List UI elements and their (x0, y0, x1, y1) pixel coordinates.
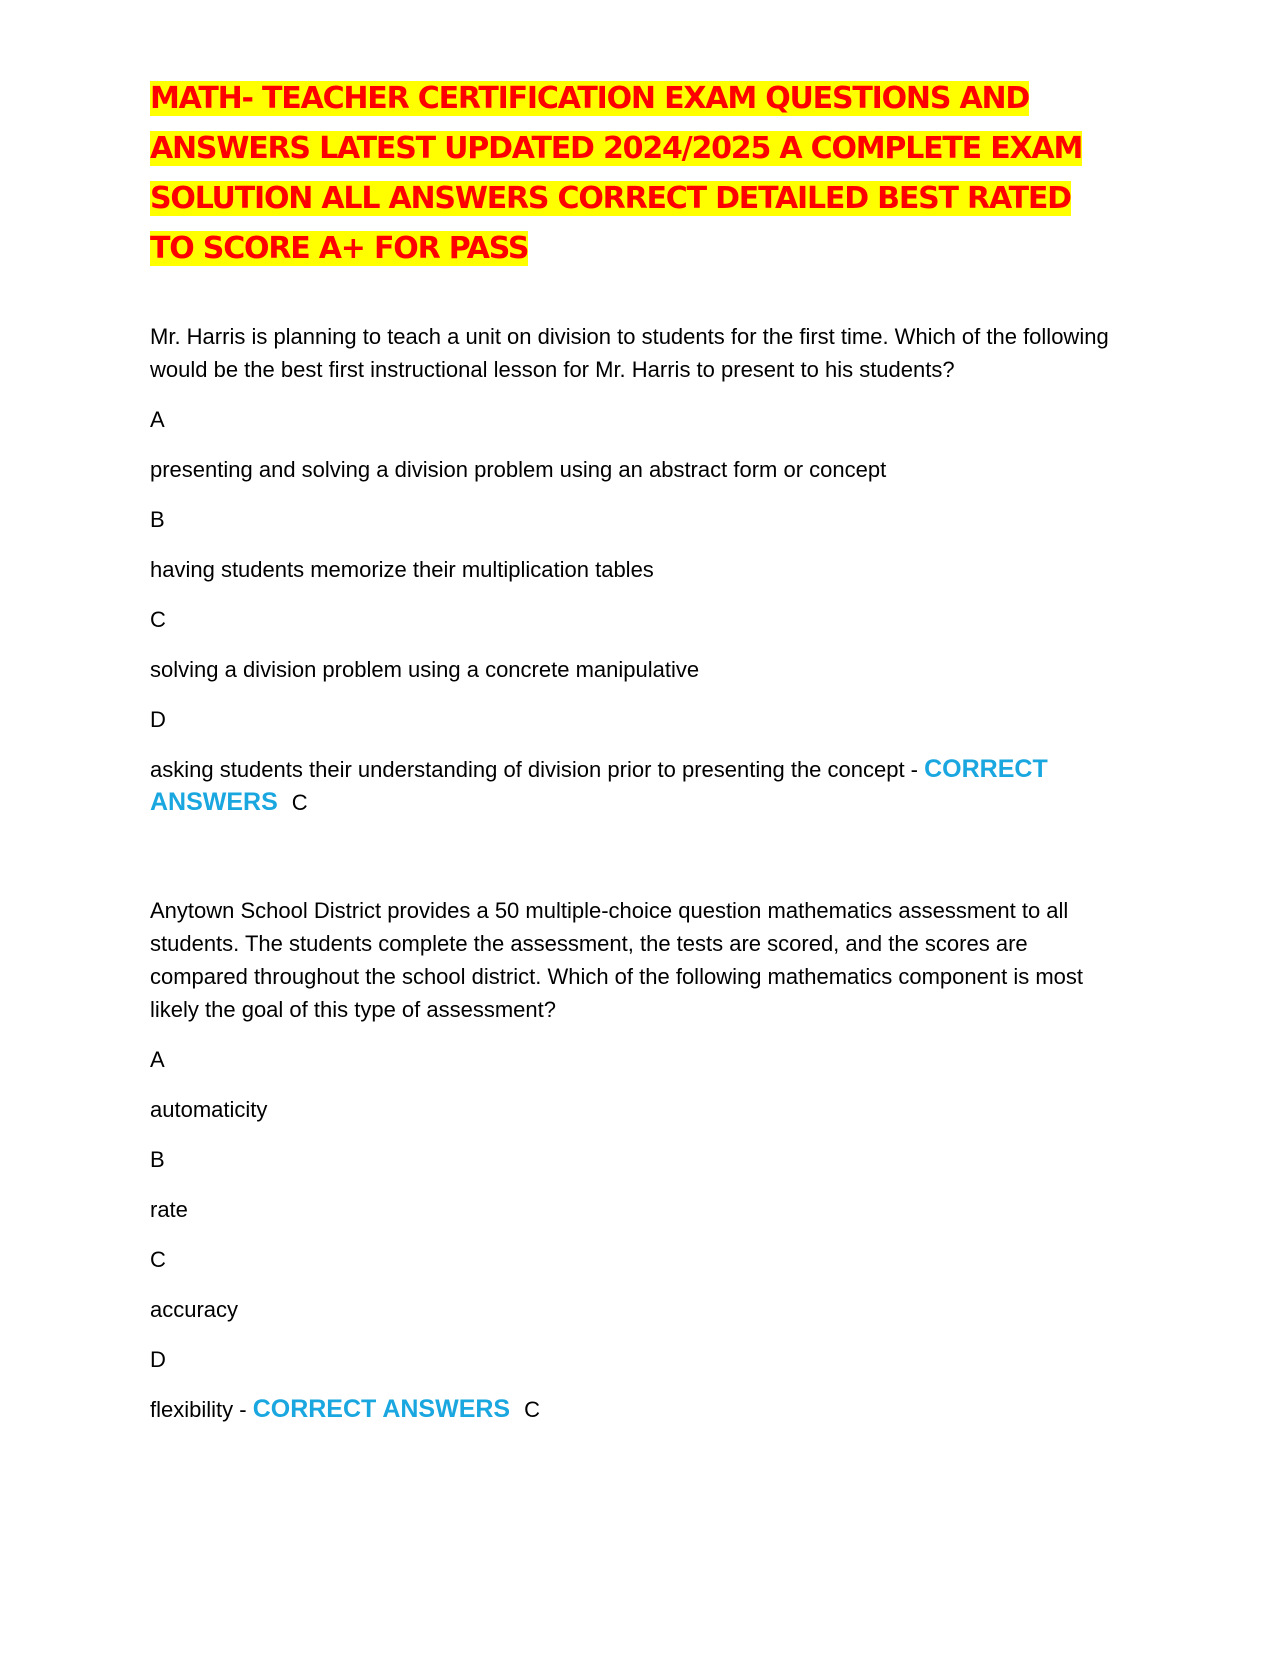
option-letter: C (150, 1247, 166, 1272)
option-text: having students memorize their multiplication tables (150, 557, 654, 582)
option-text: solving a division problem using a concrete manipulative (150, 657, 700, 682)
option-letter: A (150, 1047, 165, 1072)
question-block-1 (150, 320, 1120, 819)
option-letter: D (150, 707, 166, 732)
correct-answers-label: CORRECT ANSWERS (150, 755, 1048, 816)
document-page (150, 74, 1120, 1426)
option-text-with-answer (150, 753, 1120, 819)
document-title (150, 74, 1120, 274)
option-text: flexibility - (150, 1397, 253, 1422)
correct-answer-value: C (524, 1397, 540, 1422)
question-text: Mr. Harris is planning to teach a unit on division to students for the first time. Which of the following would be the best first instructional lesson for Mr. Harris to present to his students? (150, 324, 1109, 382)
option-text: presenting and solving a division problem using an abstract form or concept (150, 457, 887, 482)
option-letter: C (150, 607, 166, 632)
option-text: automaticity (150, 1097, 268, 1122)
option-letter: D (150, 1347, 166, 1372)
option-text: rate (150, 1197, 188, 1222)
option-text-with-answer (150, 1393, 1120, 1426)
option-text: accuracy (150, 1297, 239, 1322)
option-letter: A (150, 407, 165, 432)
correct-answer-value: C (291, 790, 308, 815)
document-title-text: MATH- TEACHER CERTIFICATION EXAM QUESTIONS AND ANSWERS LATEST UPDATED 2024/2025 A COMPLETE EXAM SOLUTION ALL ANSWERS CORRECT DETAILED BEST RATED TO SCORE A+ FOR PASS (150, 81, 1083, 266)
correct-answers-label: CORRECT ANSWERS (252, 1395, 511, 1423)
option-letter: B (150, 1147, 165, 1172)
question-block-2 (150, 894, 1120, 1426)
option-letter: B (150, 507, 165, 532)
question-text: Anytown School District provides a 50 multiple-choice question mathematics assessment to all students. The students complete the assessment, the tests are scored, and the scores are compared throughout the school district. Which of the following mathematics component is most likely the goal of this type of assessment? (150, 898, 1084, 1022)
option-text: asking students their understanding of division prior to presenting the concept - (150, 757, 925, 782)
